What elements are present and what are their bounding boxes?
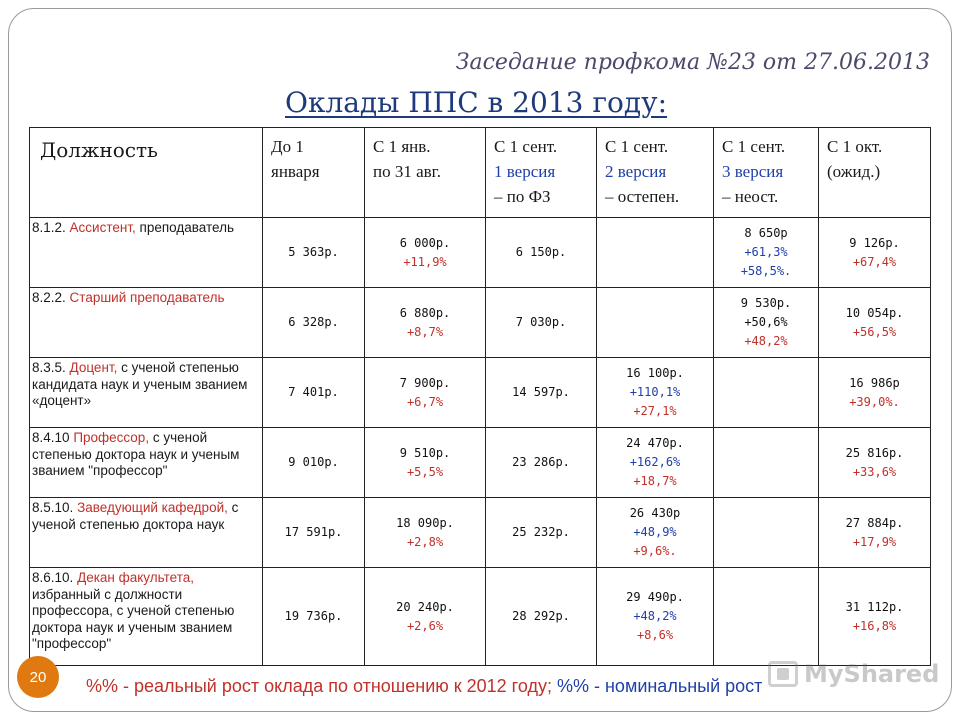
table-row	[30, 288, 931, 358]
salary-v2-cell	[597, 428, 714, 498]
col-header-text: по 31 авг.	[373, 162, 441, 181]
salary-value: 26 430р	[629, 506, 681, 520]
salary-jan-cell	[263, 428, 365, 498]
position-detail: с ученой степенью доктора наук и ученым званием "профессор"	[32, 430, 240, 478]
footnote	[86, 676, 762, 697]
col-header-text: – неост.	[722, 187, 779, 206]
footnote-nominal-growth: %% - номинальный рост	[556, 676, 763, 696]
position-cell	[30, 218, 263, 288]
salary-value: 25 816р.	[845, 445, 904, 460]
position-title: Декан факультета,	[77, 570, 194, 585]
salary-jan-cell	[263, 288, 365, 358]
salary-value: 25 232р.	[512, 525, 570, 539]
position-cell	[30, 568, 263, 666]
col-header-position	[30, 128, 263, 218]
salary-value: 6 150р.	[515, 245, 567, 259]
col-header-v2	[597, 128, 714, 218]
position-code: 8.6.10.	[32, 570, 74, 585]
col-header-v3	[714, 128, 819, 218]
salary-value: 5 363р.	[288, 245, 339, 259]
real-growth-pct: +18,7%	[633, 474, 677, 488]
nominal-growth-pct: +48,9%	[633, 525, 677, 539]
real-growth-pct: +2,8%	[406, 534, 444, 549]
col-header-text: С 1 сент.	[722, 137, 786, 156]
position-title: Профессор,	[73, 430, 150, 445]
salary-value: 10 054р.	[845, 305, 904, 320]
salary-jan-cell	[263, 568, 365, 666]
table-row	[30, 218, 931, 288]
salary-oct-cell	[819, 218, 931, 288]
col-header-version: 3 версия	[722, 162, 784, 181]
col-header-text: С 1 окт.	[827, 137, 883, 156]
salary-v1-cell	[486, 358, 597, 428]
watermark-text: MyShared	[804, 660, 940, 688]
salary-value: 31 112р.	[845, 599, 904, 614]
real-growth-pct: +67,4%	[852, 254, 897, 269]
slide-title: Оклады ППС в 2013 году:	[285, 86, 668, 119]
real-growth-pct: +2,6%	[406, 618, 444, 633]
position-cell	[30, 498, 263, 568]
col-header-text: января	[271, 162, 320, 181]
salary-value: 28 292р.	[512, 609, 570, 623]
real-growth-pct: +6,7%	[406, 394, 444, 409]
salary-value: 14 597р.	[512, 385, 570, 399]
salary-value: 23 286р.	[512, 455, 570, 469]
nominal-growth-pct: +61,3%	[744, 245, 788, 259]
position-detail: с ученой степенью кандидата наук и ученым званием «доцент»	[32, 360, 248, 408]
nominal-growth-pct: +162,6%	[629, 455, 681, 469]
nominal-growth-pct: +58,5%.	[740, 264, 792, 278]
salary-jan-cell	[263, 498, 365, 568]
salary-value: 17 591р.	[284, 525, 343, 539]
position-cell	[30, 428, 263, 498]
salary-jan-aug-cell	[365, 288, 486, 358]
col-header-jan-aug	[365, 128, 486, 218]
real-growth-pct: +39,0%.	[849, 394, 900, 409]
salary-oct-cell	[819, 358, 931, 428]
table-row	[30, 358, 931, 428]
position-code: 8.3.5.	[32, 360, 66, 375]
salary-v2-cell	[597, 358, 714, 428]
salary-value: 9 126р.	[849, 235, 900, 250]
salary-oct-cell	[819, 288, 931, 358]
position-detail: преподаватель	[139, 220, 235, 235]
salary-value: 24 470р.	[626, 436, 684, 450]
salary-v3-cell	[714, 218, 819, 288]
salary-v3-cell	[714, 568, 819, 666]
salary-v2-cell	[597, 218, 714, 288]
table-row	[30, 428, 931, 498]
salary-value: 8 650р	[744, 226, 788, 240]
salary-jan-cell	[263, 218, 365, 288]
col-header-oct	[819, 128, 931, 218]
salary-v3-cell	[714, 498, 819, 568]
position-title: Ассистент,	[69, 220, 136, 235]
salary-value: 16 986р	[849, 375, 900, 390]
position-code: 8.4.10	[32, 430, 70, 445]
salary-value: 9 010р.	[288, 455, 339, 469]
nominal-growth-pct: +50,6%	[744, 315, 788, 329]
col-header-text: С 1 сент.	[605, 137, 669, 156]
salary-jan-aug-cell	[365, 358, 486, 428]
table-header-row	[30, 128, 931, 218]
salary-value: 7 401р.	[288, 385, 339, 399]
salary-value: 7 900р.	[399, 375, 451, 390]
page-number: 20	[29, 668, 47, 686]
meeting-header: Заседание профкома №23 от 27.06.2013	[455, 50, 930, 75]
real-growth-pct: +27,1%	[633, 404, 677, 418]
nominal-growth-pct: +110,1%	[629, 385, 681, 399]
salary-v1-cell	[486, 218, 597, 288]
salary-value: 20 240р.	[396, 599, 454, 614]
col-header-text: До 1	[271, 137, 304, 156]
salary-value: 19 736р.	[284, 609, 343, 623]
col-header-text: Должность	[40, 138, 158, 162]
table-row	[30, 498, 931, 568]
real-growth-pct: +16,8%	[852, 618, 897, 633]
position-title: Старший преподаватель	[69, 290, 225, 305]
salary-v2-cell	[597, 498, 714, 568]
salary-v3-cell	[714, 428, 819, 498]
page-number-badge	[17, 656, 59, 698]
col-header-text: – остепен.	[605, 187, 680, 206]
salary-v2-cell	[597, 288, 714, 358]
salary-v2-cell	[597, 568, 714, 666]
salary-oct-cell	[819, 498, 931, 568]
salary-jan-aug-cell	[365, 498, 486, 568]
salary-value: 6 328р.	[288, 315, 339, 329]
position-cell	[30, 358, 263, 428]
col-header-text: С 1 янв.	[373, 137, 431, 156]
col-header-version: 2 версия	[605, 162, 667, 181]
position-cell	[30, 288, 263, 358]
real-growth-pct: +8,7%	[406, 324, 444, 339]
salary-oct-cell	[819, 568, 931, 666]
position-title: Заведующий кафедрой,	[77, 500, 228, 515]
real-growth-pct: +8,6%	[636, 628, 674, 642]
salary-jan-aug-cell	[365, 568, 486, 666]
salary-value: 29 490р.	[626, 590, 684, 604]
col-header-text: – по ФЗ	[494, 187, 551, 206]
salary-oct-cell	[819, 428, 931, 498]
real-growth-pct: +9,6%.	[633, 544, 677, 558]
salary-value: 18 090р.	[396, 515, 454, 530]
real-growth-pct: +33,6%	[852, 464, 897, 479]
salary-v1-cell	[486, 498, 597, 568]
real-growth-pct: +11,9%	[403, 254, 447, 269]
salary-jan-aug-cell	[365, 428, 486, 498]
position-code: 8.2.2.	[32, 290, 66, 305]
col-header-text: С 1 сент.	[494, 137, 558, 156]
col-header-version: 1 версия	[494, 162, 556, 181]
salary-v3-cell	[714, 288, 819, 358]
salary-value: 16 100р.	[626, 366, 684, 380]
salary-value: 6 000р.	[399, 235, 451, 250]
salary-value: 7 030р.	[515, 315, 567, 329]
position-detail: избранный с должности профессора, с ученой степенью доктора наук и ученым званием "профессор"	[32, 586, 235, 651]
salary-value: 9 510р.	[399, 445, 451, 460]
salary-value: 6 880р.	[399, 305, 451, 320]
col-header-text: (ожид.)	[827, 162, 881, 181]
real-growth-pct: +5,5%	[406, 464, 444, 479]
salary-v3-cell	[714, 358, 819, 428]
position-detail: с ученой степенью доктора наук	[32, 500, 239, 532]
salary-value: 27 884р.	[845, 515, 904, 530]
salary-value: 9 530р.	[740, 296, 792, 310]
position-code: 8.5.10.	[32, 500, 74, 515]
mushroom-logo-icon	[768, 661, 798, 687]
real-growth-pct: +56,5%	[852, 324, 897, 339]
real-growth-pct: +48,2%	[744, 334, 788, 348]
salary-table	[29, 127, 931, 666]
table-row	[30, 568, 931, 666]
salary-jan-aug-cell	[365, 218, 486, 288]
position-code: 8.1.2.	[32, 220, 66, 235]
salary-v1-cell	[486, 568, 597, 666]
col-header-jan	[263, 128, 365, 218]
col-header-v1	[486, 128, 597, 218]
salary-v1-cell	[486, 288, 597, 358]
real-growth-pct: +17,9%	[852, 534, 897, 549]
salary-jan-cell	[263, 358, 365, 428]
watermark	[768, 660, 939, 688]
footnote-real-growth: %% - реальный рост оклада по отношению к 2012 году;	[86, 676, 552, 696]
position-title: Доцент,	[69, 360, 118, 375]
salary-v1-cell	[486, 428, 597, 498]
nominal-growth-pct: +48,2%	[633, 609, 677, 623]
